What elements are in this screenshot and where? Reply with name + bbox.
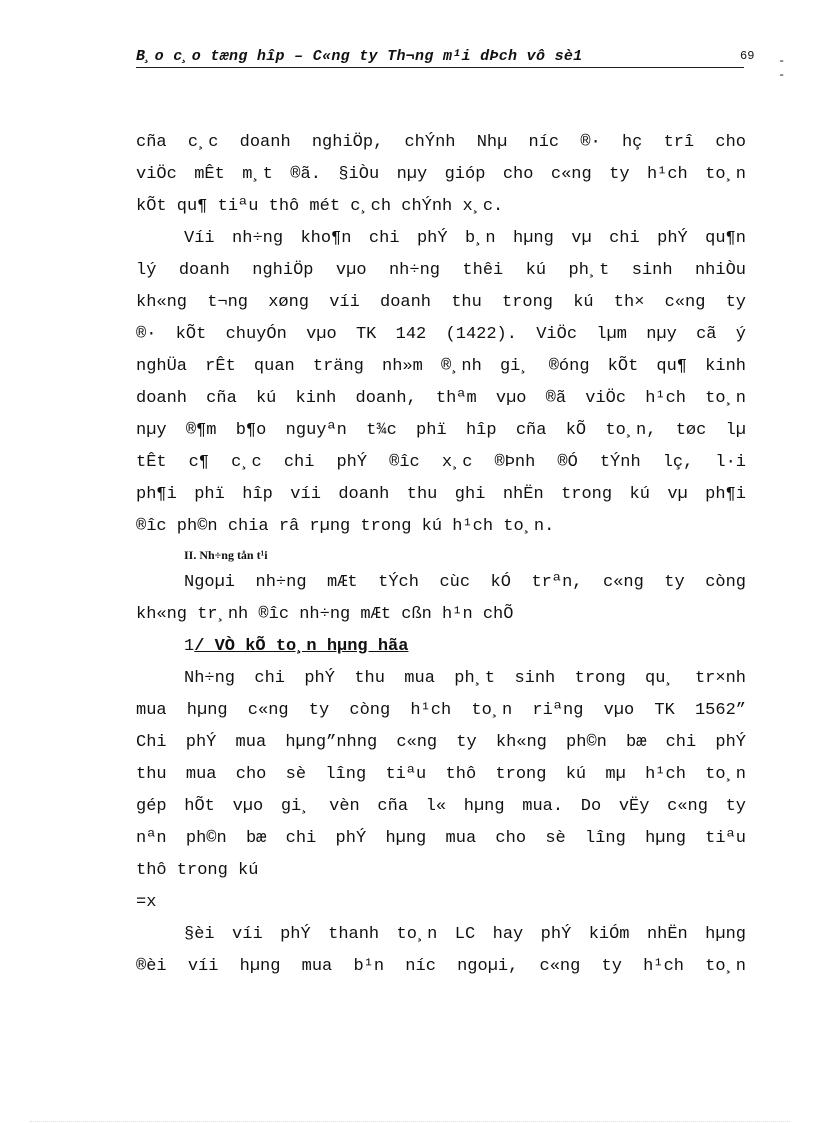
paragraph <box>136 663 746 919</box>
text-line: Ngoµi nh÷ng mÆt tÝch cùc kÓ trªn, c«ng ty còng <box>184 573 746 592</box>
section-heading: II. Nh÷ng tån t¹i <box>184 548 268 562</box>
text-line: Nh÷ng chi phÝ thu mua ph¸t sinh trong qu¸ tr×nh <box>184 669 746 688</box>
text-line: nªn ph©n bæ chi phÝ hµng mua cho sè lîng hµng tiªu <box>136 829 746 848</box>
text-line: tÊt c¶ c¸c chi phÝ ®îc x¸c ®Þnh ®Ó tÝnh lç, l·i <box>136 453 746 472</box>
text-line: nµy ®¶m b¶o nguyªn t¾c phï hîp cña kÕ to¸n, tøc lµ <box>136 421 746 440</box>
document-body <box>136 127 746 983</box>
text-line: Víi nh÷ng kho¶n chi phÝ b¸n hµng vµ chi phÝ qu¶n <box>184 229 746 248</box>
corner-marks: - - <box>778 54 800 82</box>
text-line: kh«ng tr¸nh ®îc nh÷ng mÆt cßn h¹n chÕ <box>136 605 514 624</box>
text-line: ph¶i phï hîp víi doanh thu ghi nhËn trong kú vµ ph¶i <box>136 485 746 504</box>
text-line: kh«ng t¬ng xøng víi doanh thu trong kú th× c«ng ty <box>136 293 746 312</box>
header-title: B¸o c¸o tæng hîp – C«ng ty Th¬ng m¹i dÞch vô sè1 <box>136 48 583 65</box>
text-line: ®· kÕt chuyÓn vµo TK 142 (1422). ViÖc lµm nµy cã ý <box>136 325 746 344</box>
text-line: viÖc mÊt m¸t ®ã. §iÒu nµy gióp cho c«ng ty h¹ch to¸n <box>136 165 746 184</box>
page-number: 69 <box>740 49 755 63</box>
text-line: nghÜa rÊt quan träng nh»m ®¸nh gi¸ ®óng kÕt qu¶ kinh <box>136 357 746 376</box>
text-line: thu mua cho sè lîng tiªu thô trong kú mµ h¹ch to¸n <box>136 765 746 784</box>
text-line: thô trong kú <box>136 861 259 880</box>
text-line: lý doanh nghiÖp vµo nh÷ng thêi kú ph¸t sinh nhiÒu <box>136 261 746 280</box>
text-line: doanh cña kú kinh doanh, thªm vµo ®ã viÖc h¹ch to¸n <box>136 389 746 408</box>
text-line: ®îc ph©n chia râ rµng trong kú h¹ch to¸n. <box>136 517 555 536</box>
text-line: §èi víi phÝ thanh to¸n LC hay phÝ kiÓm nhËn hµng <box>184 925 746 944</box>
paragraph <box>136 223 746 543</box>
text-line: =x <box>136 893 157 912</box>
subsection-number: 1 <box>184 637 195 656</box>
subsection-title: / VÒ kÕ to¸n hµng hãa <box>194 637 409 656</box>
text-line: ®èi víi hµng mua b¹n níc ngoµi, c«ng ty h¹ch to¸n <box>136 957 746 976</box>
text-line: Chi phÝ mua hµng”nhng c«ng ty kh«ng ph©n bæ chi phÝ <box>136 733 746 752</box>
header-rule <box>136 67 744 68</box>
text-line: kÕt qu¶ tiªu thô mét c¸ch chÝnh x¸c. <box>136 197 504 216</box>
text-line: mua hµng c«ng ty còng h¹ch to¸n riªng vµo TK 1562” <box>136 701 746 720</box>
text-line: cña c¸c doanh nghiÖp, chÝnh Nhµ níc ®· hç trî cho <box>136 133 746 152</box>
subsection-heading <box>136 631 746 663</box>
paragraph <box>136 127 746 223</box>
paragraph <box>136 567 746 631</box>
paragraph <box>136 919 746 983</box>
text-line: gép hÕt vµo gi¸ vèn cña l« hµng mua. Do vËy c«ng ty <box>136 797 746 816</box>
page-bottom-rule <box>30 1121 790 1122</box>
